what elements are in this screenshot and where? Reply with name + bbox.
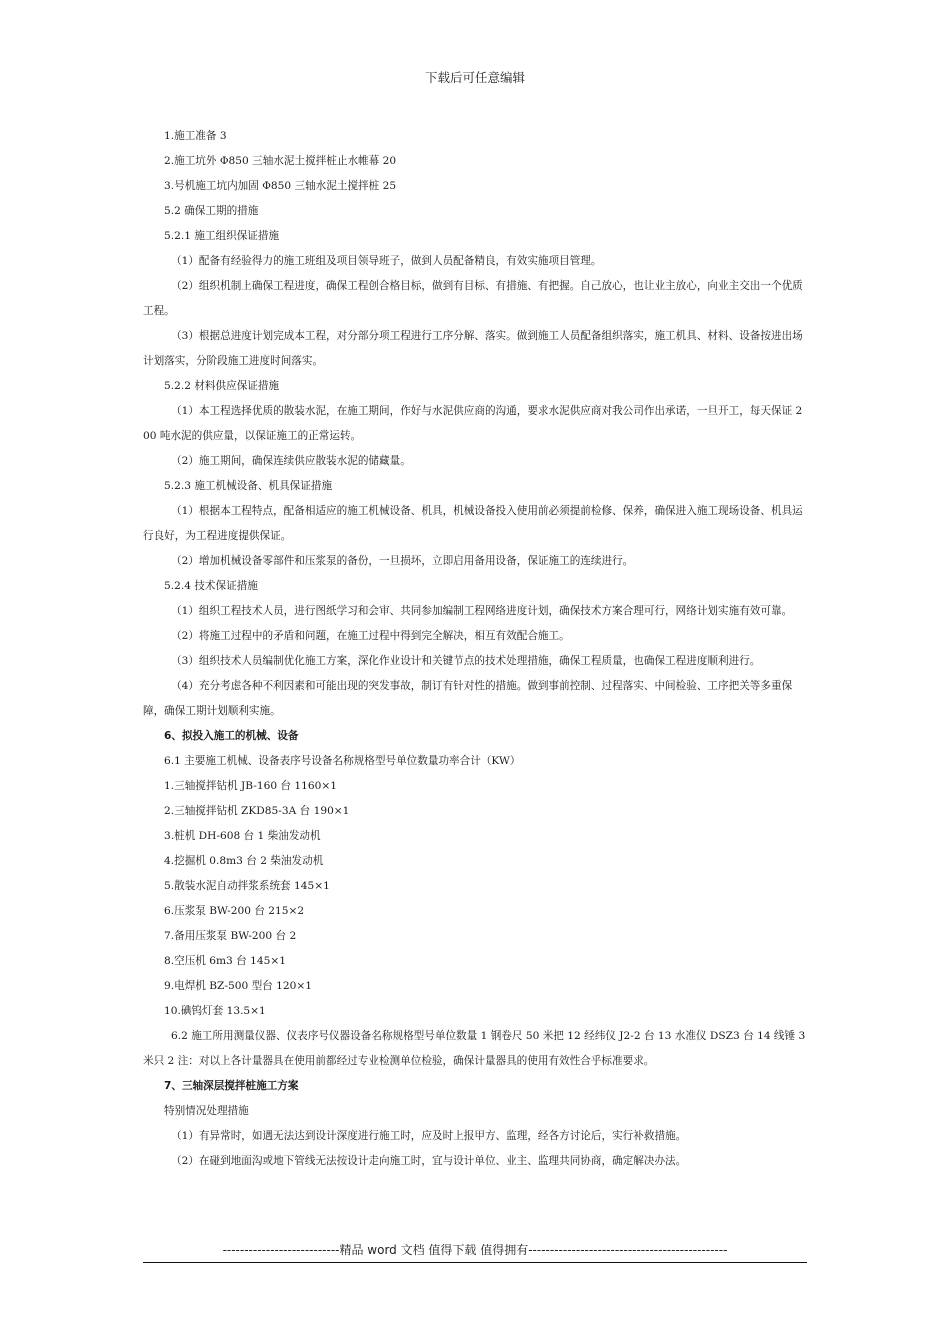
paragraph: 5.2 确保工期的措施 (164, 205, 259, 217)
paragraph: 3.号机施工坑内加固 Φ850 三轴水泥土搅拌桩 25 (164, 180, 397, 192)
paragraph: （3）组织技术人员编制优化施工方案，深化作业设计和关键节点的技术处理措施，确保工程质量，也确保工程进度顺利进行。 (171, 655, 761, 667)
paragraph: （1）有异常时，如遇无法达到设计深度进行施工时，应及时上报甲方、监理，经各方讨论后，实行补救措施。 (171, 1130, 687, 1142)
page-header: 下载后可任意编辑 (424, 70, 525, 85)
page-footer: ---------------------------精品 word 文档 值得下载 值得拥有---------------------------------------------- (222, 1243, 728, 1257)
paragraph: （2）施工期间，确保连续供应散装水泥的储藏量。 (171, 455, 411, 467)
section-heading: 6、拟投入施工的机械、设备 (164, 730, 299, 742)
paragraph: 1.三轴搅拌钻机 JB-160 台 1160×1 (164, 780, 337, 792)
paragraph: 5.2.1 施工组织保证措施 (164, 230, 280, 242)
document-body (143, 124, 807, 1174)
paragraph: （4）充分考虑各种不利因素和可能出现的突发事故，制订有针对性的措施。做到事前控制、过程落实、中间检验、工序把关等多重保障，确保工期计划顺利实施。 (143, 680, 793, 717)
paragraph: 5.2.3 施工机械设备、机具保证措施 (164, 480, 333, 492)
paragraph: 8.空压机 6m3 台 145×1 (164, 955, 286, 967)
paragraph: 3.桩机 DH-608 台 1 柴油发动机 (164, 830, 321, 842)
paragraph: 特别情况处理措施 (164, 1105, 249, 1117)
paragraph: （1）组织工程技术人员，进行图纸学习和会审、共同参加编制工程网络进度计划，确保技术方案合理可行，网络计划实施有效可靠。 (171, 605, 793, 617)
paragraph: 6.压浆泵 BW-200 台 215×2 (164, 905, 305, 917)
paragraph: 1.施工准备 3 (164, 130, 227, 142)
paragraph: 10.碘钨灯套 13.5×1 (164, 1005, 266, 1017)
paragraph: 4.挖掘机 0.8m3 台 2 柴油发动机 (164, 855, 324, 867)
paragraph: （1）本工程选择优质的散装水泥，在施工期间，作好与水泥供应商的沟通，要求水泥供应商对我公司作出承诺，一旦开工，每天保证 200 吨水泥的供应量，以保证施工的正常运转。 (143, 405, 803, 442)
paragraph: 5.2.2 材料供应保证措施 (164, 380, 280, 392)
paragraph: 2.施工坑外 Φ850 三轴水泥土搅拌桩止水帷幕 20 (164, 155, 397, 167)
paragraph: 7.备用压浆泵 BW-200 台 2 (164, 930, 297, 942)
paragraph: （2）在碰到地面沟或地下管线无法按设计走向施工时，宜与设计单位、业主、监理共同协商，确定解决办法。 (171, 1155, 687, 1167)
paragraph: （3）根据总进度计划完成本工程，对分部分项工程进行工序分解、落实。做到施工人员配备组织落实，施工机具、材料、设备按进出场计划落实，分阶段施工进度时间落实。 (143, 330, 803, 367)
paragraph: 5.散装水泥自动拌浆系统套 145×1 (164, 880, 330, 892)
paragraph: 9.电焊机 BZ-500 型台 120×1 (164, 980, 312, 992)
paragraph: 6.2 施工所用测量仪器、仪表序号仪器设备名称规格型号单位数量 1 钢卷尺 50 米把 12 经纬仪 J2-2 台 13 水准仪 DSZ3 台 14 线锤 3 米只 2 注：对以上各计量器具在使用前都经过专业检测单位检验，确保计量器具的使用有效性合乎标准要求。 (143, 1030, 806, 1067)
paragraph: （1）配备有经验得力的施工班组及项目领导班子，做到人员配备精良，有效实施项目管理。 (171, 255, 602, 267)
paragraph: （2）将施工过程中的矛盾和问题，在施工过程中得到完全解决，相互有效配合施工。 (171, 630, 570, 642)
paragraph: 5.2.4 技术保证措施 (164, 580, 258, 592)
paragraph: （2）组织机制上确保工程进度，确保工程创合格目标，做到有目标、有措施、有把握。自己放心，也让业主放心，向业主交出一个优质工程。 (143, 280, 803, 317)
paragraph: （2）增加机械设备零部件和压浆泵的备份，一旦损坏，立即启用备用设备，保证施工的连续进行。 (171, 555, 634, 567)
section-heading: 7、三轴深层搅拌桩施工方案 (164, 1080, 299, 1092)
paragraph: （1）根据本工程特点，配备相适应的施工机械设备、机具，机械设备投入使用前必须提前检修、保养，确保进入施工现场设备、机具运行良好，为工程进度提供保证。 (143, 505, 803, 542)
paragraph: 2.三轴搅拌钻机 ZKD85-3A 台 190×1 (164, 805, 350, 817)
paragraph: 6.1 主要施工机械、设备表序号设备名称规格型号单位数量功率合计（KW） (164, 755, 521, 767)
footer-divider (143, 1262, 807, 1263)
